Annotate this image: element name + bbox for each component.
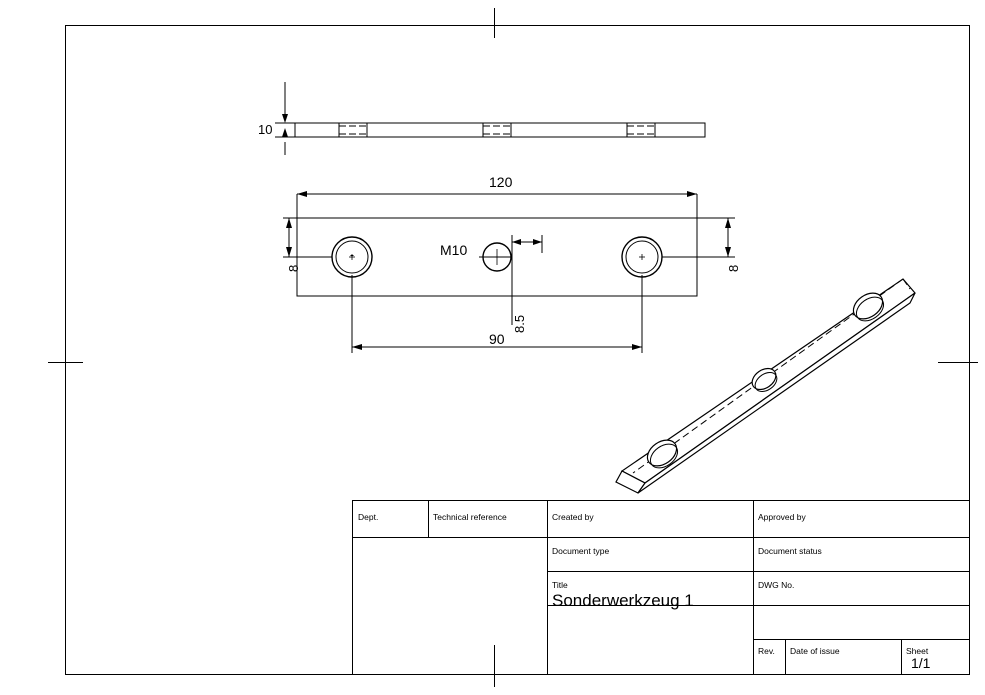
center-mark-left: [48, 362, 83, 363]
label-technical-reference: Technical reference: [433, 512, 507, 522]
dimension-length-120: 120: [489, 174, 513, 190]
value-title: Sonderwerkzeug 1: [552, 591, 694, 610]
tb-vrule-3: [753, 501, 754, 675]
center-mark-right: [938, 362, 978, 363]
label-document-status: Document status: [758, 546, 822, 556]
dimension-offset-85: 8.5: [512, 314, 527, 333]
tb-vrule-1: [428, 501, 429, 537]
tb-rule-2: [547, 571, 969, 572]
label-sheet: Sheet: [906, 646, 929, 656]
label-approved-by: Approved by: [758, 512, 806, 522]
value-sheet: 1/1: [911, 655, 931, 671]
center-mark-top: [494, 8, 495, 38]
tb-rule-1: [353, 537, 969, 538]
dimension-edge-left-8: 8: [286, 264, 301, 272]
label-dept: Dept.: [358, 512, 379, 522]
label-document-type: Document type: [552, 546, 610, 556]
thread-callout-m10: M10: [440, 242, 468, 258]
tb-vrule-2: [547, 501, 548, 675]
dimension-thickness: 10: [258, 122, 273, 137]
tb-vrule-4: [785, 639, 786, 675]
label-created-by: Created by: [552, 512, 594, 522]
label-rev: Rev.: [758, 646, 775, 656]
tb-vrule-5: [901, 639, 902, 675]
title-block: [352, 500, 970, 675]
dimension-edge-right-8: 8: [726, 264, 741, 272]
side-view: [255, 70, 735, 165]
label-title: Title: [552, 580, 568, 590]
label-date-of-issue: Date of issue: [790, 646, 840, 656]
label-dwg-no: DWG No.: [758, 580, 795, 590]
isometric-view: [600, 265, 930, 495]
dimension-spacing-90: 90: [489, 331, 505, 347]
